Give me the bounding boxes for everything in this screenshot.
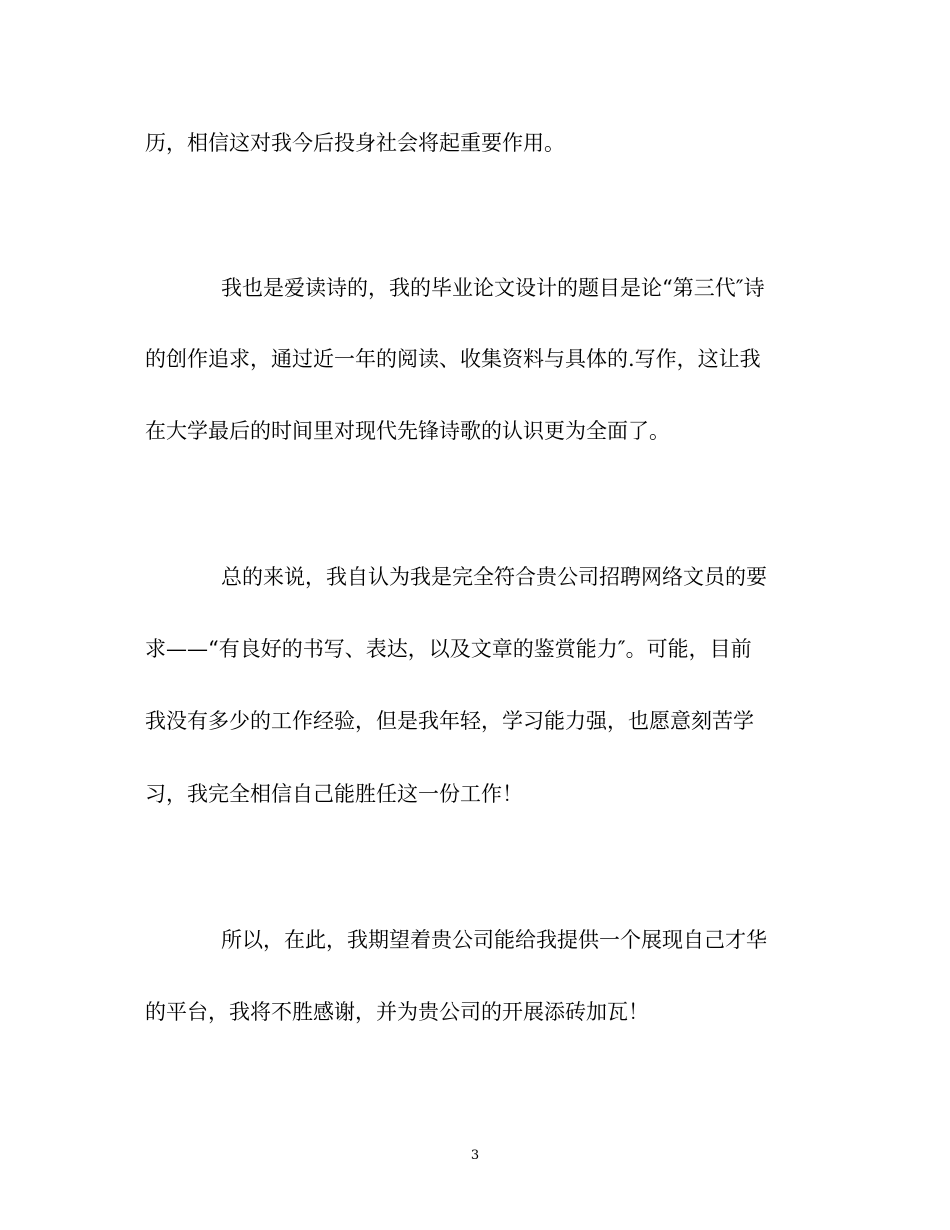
paragraph-1-line-1: 历，相信这对我今后投身社会将起重要作用。 [145,131,565,155]
paragraph-2-line-2: 的创作追求，通过近一年的阅读、收集资料与具体的.写作，这让我 [145,347,761,371]
paragraph-2-line-1: 我也是爱读诗的，我的毕业论文设计的题目是论“第三代″诗 [221,276,765,300]
paragraph-3-line-2: 求——“有良好的书写、表达，以及文章的鉴赏能力″。可能，目前 [145,637,752,661]
paragraph-3-line-1: 总的来说，我自认为我是完全符合贵公司招聘网络文员的要 [221,565,767,589]
paragraph-2-line-3: 在大学最后的时间里对现代先锋诗歌的认识更为全面了。 [145,419,670,443]
paragraph-3-line-4: 习，我完全相信自己能胜任这一份工作！ [145,782,523,806]
paragraph-4-line-2: 的平台，我将不胜感谢，并为贵公司的开展添砖加瓦！ [145,1000,649,1024]
page-number: 3 [470,1148,480,1163]
paragraph-4-line-1: 所以，在此，我期望着贵公司能给我提供一个展现自己才华 [221,928,767,952]
paragraph-3-line-3: 我没有多少的工作经验，但是我年轻，学习能力强，也愿意刻苦学 [145,709,754,733]
